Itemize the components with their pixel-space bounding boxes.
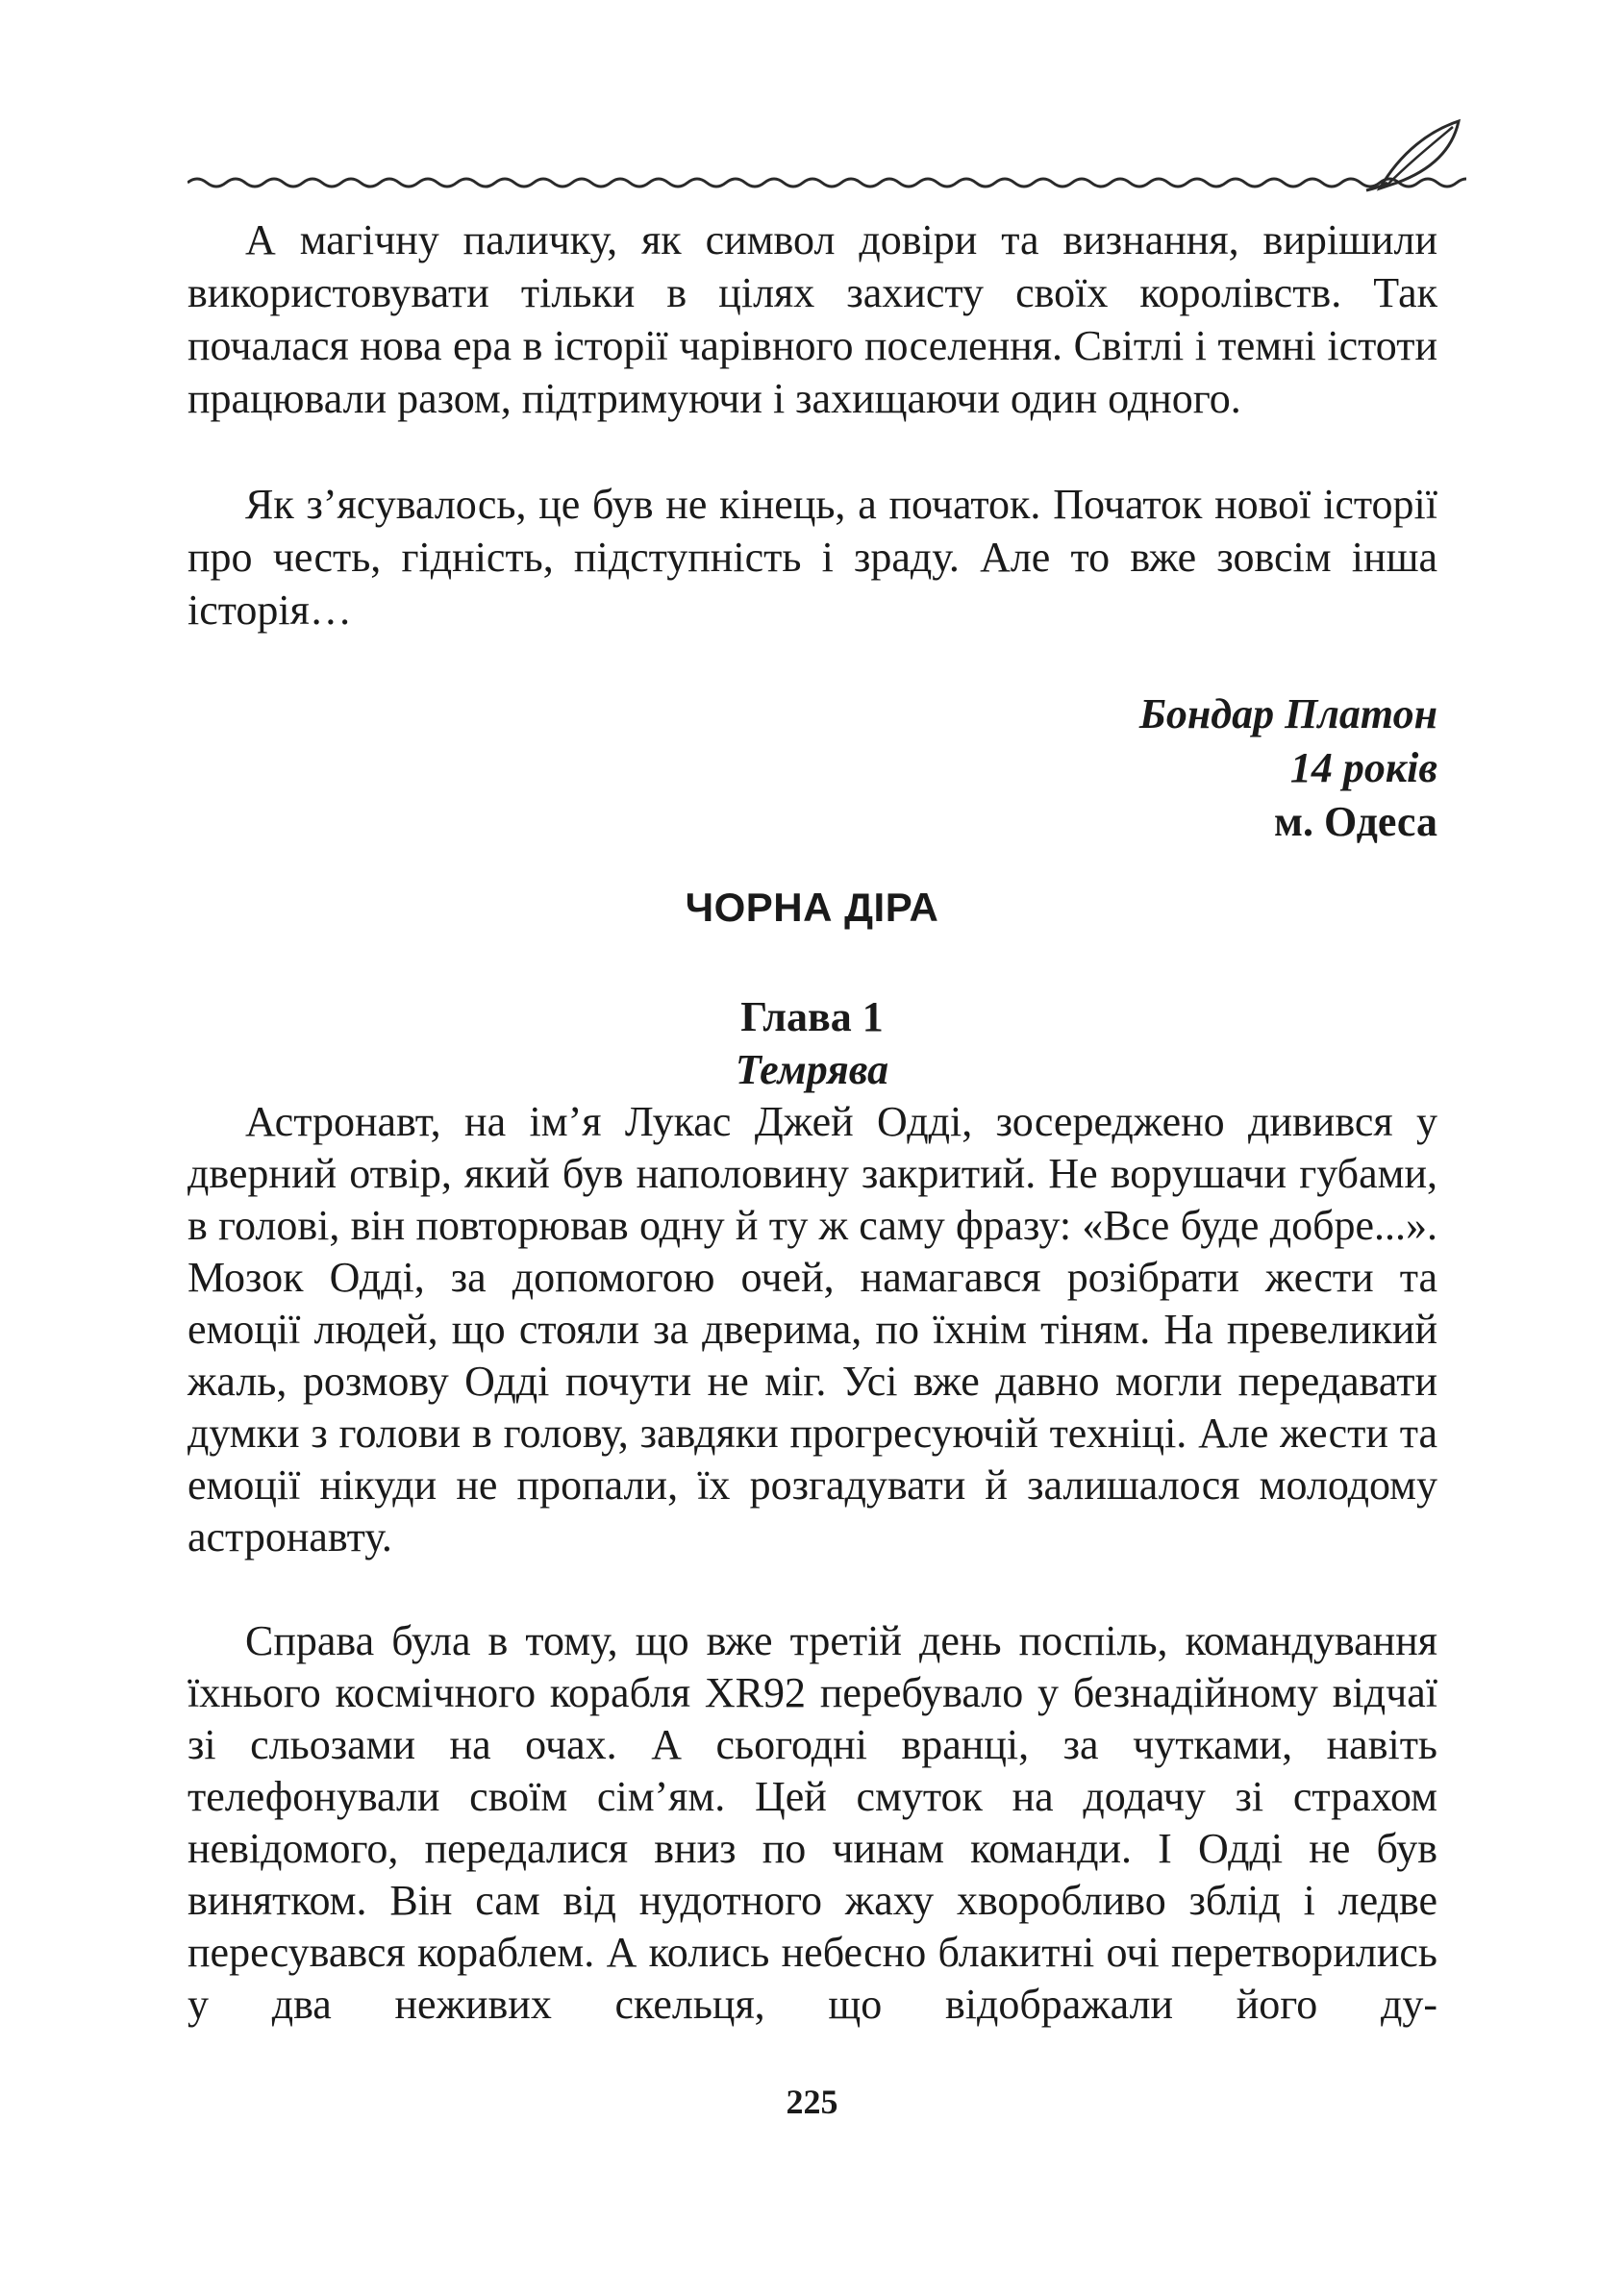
author-city: м. Одеса [1273,798,1437,845]
paragraph-block [187,1615,1437,2031]
wavy-divider-line [187,179,1466,187]
paragraph-block [187,213,1437,425]
author-name: Бондар Платон [1138,690,1437,737]
paragraph-block [187,478,1437,637]
author-signature [1139,687,1437,849]
chapter-title: Глава 1 [740,993,884,1040]
paragraph-block [187,1096,1437,1563]
chapter-subtitle: Темрява [735,1046,889,1093]
paragraph-text: А магічну паличку, як символ довіри та визнання, вирішили використовувати тільки в цілях захисту своїх королівств. Так почалася нова ера в історії чарівного поселення. Світлі і темні істоти працювали разом, підтримуючи і захищаючи один одного. [187,216,1437,422]
page-number: 225 [786,2083,838,2121]
paragraph-text: Як зʼясувалось, це був не кінець, а початок. Початок нової історії про честь, гідність, підступність і зраду. Але то вже зовсім інша історія… [187,481,1437,634]
story-title: ЧОРНА ДІРА [685,885,939,930]
header-ornament [187,113,1466,210]
paragraph-text: Астронавт, на імʼя Лукас Джей Одді, зосереджено дивився у дверний отвір, який був наполовину закритий. Не ворушачи губами, в голові, він повторював одну й ту ж саму фразу: «Все буде добре...». Мозок Одді, за допомогою очей, намагався розібрати жести та емоції людей, що стояли за дверима, по їхнім тіням. На превеликий жаль, розмову Одді почути не міг. Усі вже давно могли передавати думки з голови в голову, завдяки прогресуючій техніці. Але жести та емоції нікуди не пропали, їх розгадувати й залишалося молодому астронавту. [187,1098,1437,1560]
author-age: 14 років [1289,744,1437,791]
quill-feather-icon [1366,121,1459,190]
paragraph-text: Справа була в тому, що вже третій день поспіль, командування їхнього космічного корабля XR92 перебувало у безнадійному відчаї зі сльозами на очах. А сьогодні вранці, за чутками, навіть телефонували своїм сімʼям. Цей смуток на додачу зі страхом невідомого, передалися вниз по чинам команди. І Одді не був винятком. Він сам від нудотного жаху хворобливо зблід і ледве пересувався кораблем. А колись небесно блакитні очі перетворились у два неживих скельця, що відображали його ду- [187,1617,1437,2028]
